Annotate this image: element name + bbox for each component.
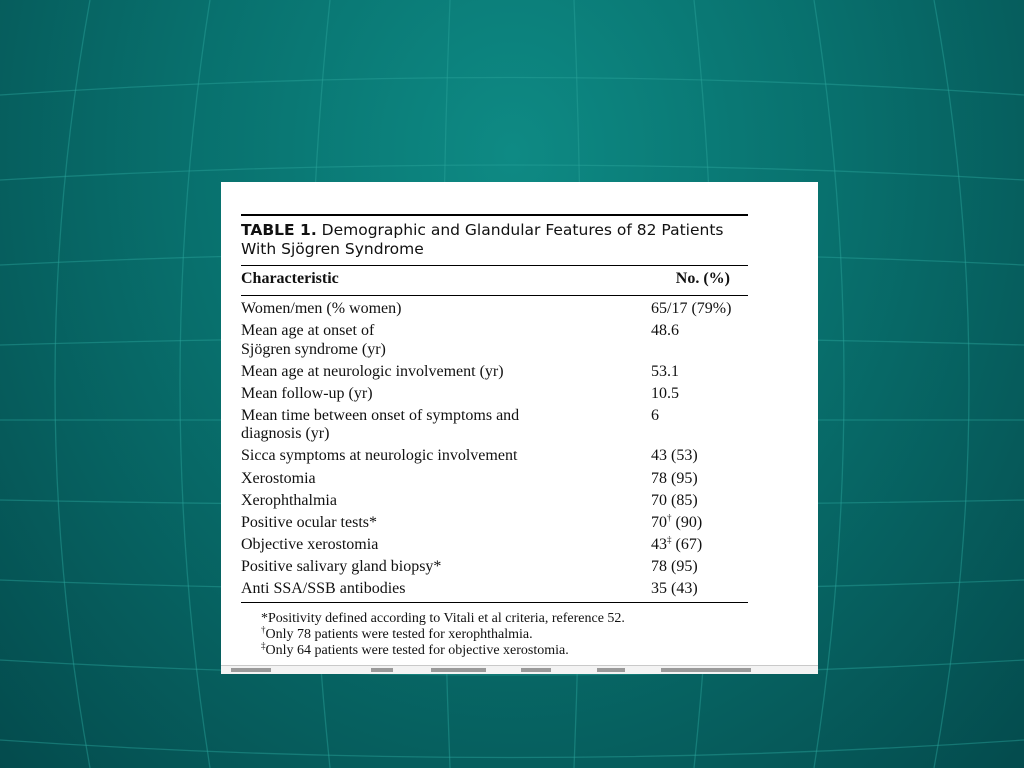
row-label: Mean age at neurologic involvement (yr) (241, 362, 504, 380)
strip-mark (597, 668, 625, 672)
table-caption-text: Demographic and Glandular Features of 82 Patients With Sjögren Syndrome (241, 221, 724, 258)
row-value: 35 (43) (651, 580, 698, 598)
footnote-mark: † (667, 512, 672, 523)
strip-mark (431, 668, 486, 672)
table-caption-label: TABLE 1. (241, 221, 317, 239)
cropped-toolbar-strip (221, 665, 818, 674)
row-label: Women/men (% women) (241, 300, 402, 317)
table-row (241, 558, 748, 577)
table-image (221, 182, 818, 674)
table-row (241, 407, 748, 444)
row-value: 10.5 (651, 384, 679, 402)
value-number: 70 (651, 513, 667, 531)
row-label: Objective xerostomia (241, 535, 379, 553)
row-label: Mean follow-up (yr) (241, 384, 373, 402)
column-header-count: No. (%) (675, 270, 730, 287)
table-row (241, 470, 748, 489)
table-row (241, 536, 748, 555)
table-row (241, 385, 748, 404)
row-label: Mean time between onset of symptoms and diagnosis (yr) (241, 406, 520, 443)
row-value: 70 (85) (651, 491, 698, 509)
footnote-text: Only 64 patients were tested for objective xerostomia. (265, 643, 569, 659)
footnote-mark: * (261, 611, 268, 627)
row-value: 65/17 (79%) (651, 300, 732, 317)
table-row (241, 322, 748, 359)
strip-mark (231, 668, 271, 672)
footnote (241, 640, 748, 659)
table-header-row (241, 266, 748, 295)
row-value: 48.6 (651, 322, 679, 340)
table-row (241, 300, 748, 319)
demographics-table (241, 214, 748, 659)
table-row (241, 580, 748, 599)
value-number: 43 (651, 535, 667, 553)
table-row (241, 447, 748, 466)
footnote (241, 624, 748, 643)
footnote-text: Only 78 patients were tested for xerophthalmia. (265, 627, 533, 643)
row-label: Anti SSA/SSB antibodies (241, 580, 406, 598)
footnote-mark: ‡ (261, 640, 266, 651)
table-footnotes (241, 603, 748, 659)
column-header-characteristic: Characteristic (241, 270, 339, 287)
row-value: 6 (651, 406, 659, 424)
row-value: 78 (95) (651, 469, 698, 487)
strip-mark (661, 668, 751, 672)
table-caption (241, 216, 748, 265)
value-percent: (67) (671, 535, 703, 553)
strip-mark (371, 668, 393, 672)
footnote-text: Positivity defined according to Vitali et al criteria, reference 52. (268, 611, 625, 627)
row-label: Xerophthalmia (241, 491, 337, 509)
row-label: Xerostomia (241, 469, 316, 487)
row-label: Positive salivary gland biopsy* (241, 557, 442, 575)
row-label: Positive ocular tests* (241, 513, 377, 531)
strip-mark (521, 668, 551, 672)
footnote-mark: † (261, 624, 266, 635)
table-body (241, 296, 748, 599)
value-percent: (90) (671, 513, 703, 531)
row-value: 78 (95) (651, 557, 698, 575)
footnote-mark: ‡ (667, 534, 672, 545)
table-row (241, 492, 748, 511)
table-row (241, 514, 748, 533)
row-value: 53.1 (651, 362, 679, 380)
row-label: Sicca symptoms at neurologic involvement (241, 447, 518, 465)
row-value (623, 514, 748, 533)
row-value: 43 (53) (651, 447, 698, 465)
row-value (623, 536, 748, 555)
table-row (241, 363, 748, 382)
row-label: Mean age at onset of Sjögren syndrome (yr) (241, 322, 386, 358)
footnote (241, 611, 748, 627)
